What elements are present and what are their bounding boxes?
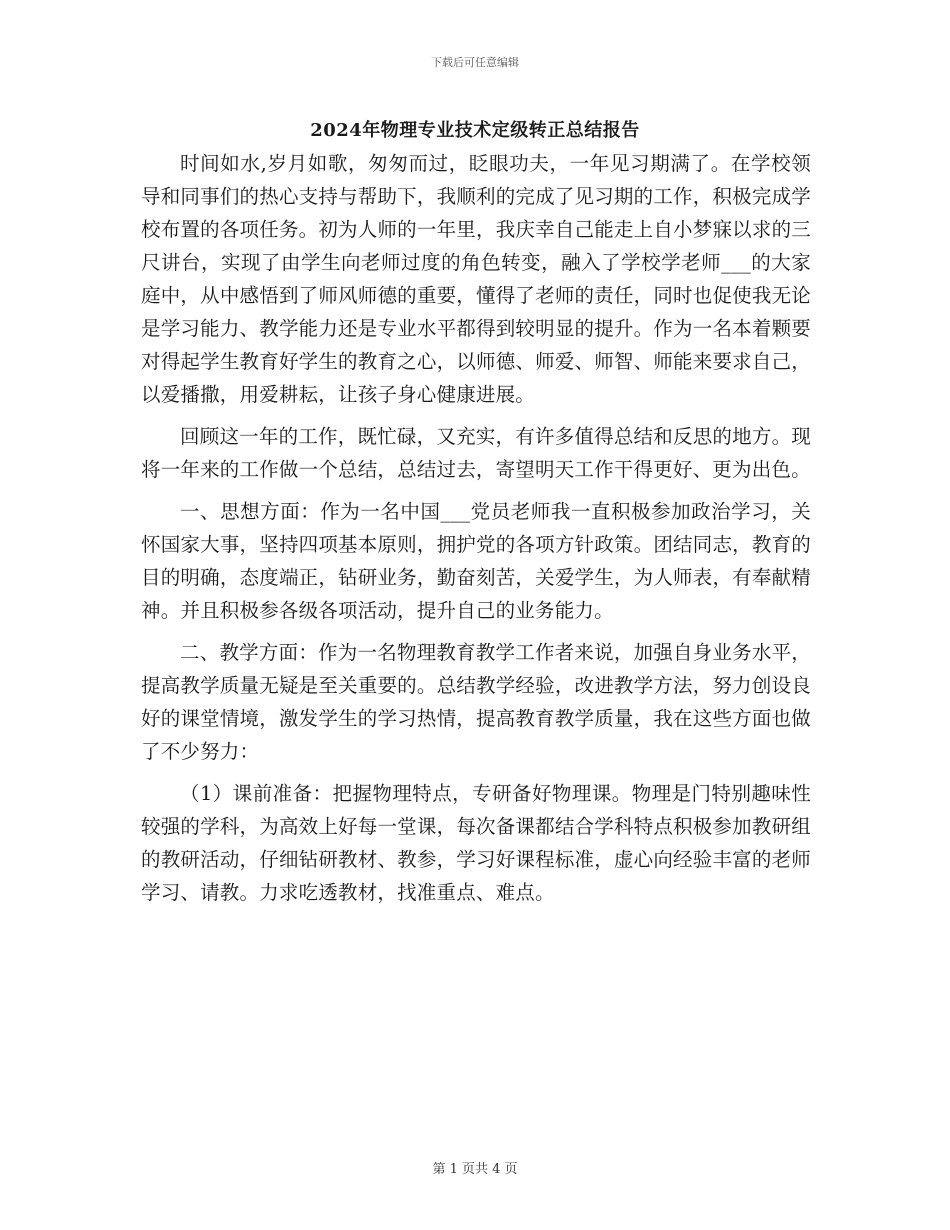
paragraph-review: 回顾这一年的工作，既忙碌，又充实，有许多值得总结和反思的地方。现将一年来的工作做一个总结，总结过去，寄望明天工作干得更好、更为出色。 [141,425,811,481]
paragraph-teaching: 二、教学方面：作为一名物理教育教学工作者来说，加强自身业务水平，提高教学质量无疑是至关重要的。总结教学经验，改进教学方法，努力创设良好的课堂情境，激发学生的学习热情，提高教育教学质量，我在这些方面也做了不少努力： [141,641,811,763]
paragraph-ideology: 一、思想方面：作为一名中国___党员老师我一直积极参加政治学习，关怀国家大事，坚持四项基本原则，拥护党的各项方针政策。团结同志，教育的目的明确，态度端正，钻研业务，勤奋刻苦，关爱学生，为人师表，有奉献精神。并且积极参各级各项活动，提升自己的业务能力。 [141,500,811,622]
page-header-note: 下载后可任意编辑 [431,56,519,69]
paragraph-intro: 时间如水,岁月如歌，匆匆而过，眨眼功夫，一年见习期满了。在学校领导和同事们的热心支持与帮助下，我顺利的完成了见习期的工作，积极完成学校布置的各项任务。初为人师的一年里，我庆幸自己能走上自小梦寐以求的三尺讲台，实现了由学生向老师过度的角色转变，融入了学校学老师___的大家庭中，从中感悟到了师风师德的重要，懂得了老师的责任，同时也促使我无论是学习能力、教学能力还是专业水平都得到较明显的提升。作为一名本着颗要对得起学生教育好学生的教育之心，以师德、师爱、师智、师能来要求自己，以爱播撒，用爱耕耘，让孩子身心健康进展。 [141,152,811,406]
document-title: 2024年物理专业技术定级转正总结报告 [310,120,640,141]
page-number: 第 1 页共 4 页 [432,1162,518,1177]
paragraph-lesson-prep: （1）课前准备：把握物理特点，专研备好物理课。物理是门特别趣味性较强的学科，为高效上好每一堂课，每次备课都结合学科特点积极参加教研组的教研活动，仔细钻研教材、教参，学习好课程标准，虚心向经验丰富的老师学习、请教。力求吃透教材，找准重点、难点。 [141,782,811,904]
document-body [141,147,811,918]
